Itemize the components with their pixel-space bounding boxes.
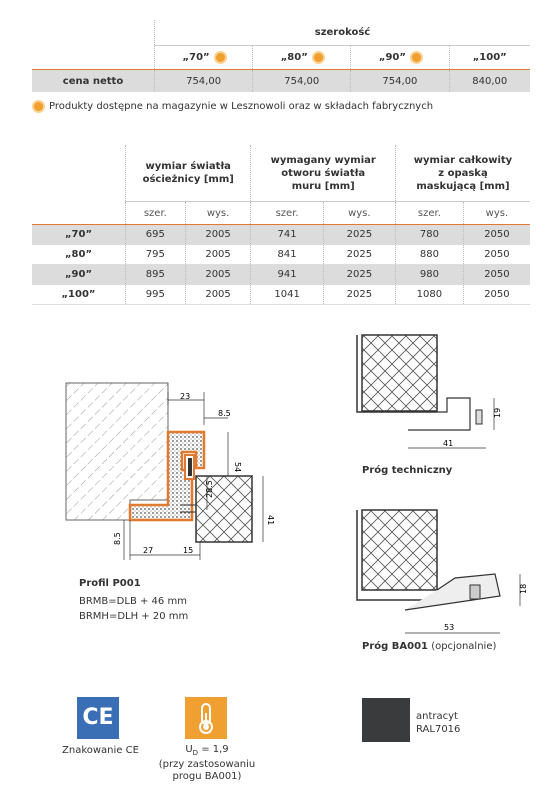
ce-label: Znakowanie CE <box>62 745 139 756</box>
sub-header: wys. <box>323 202 395 225</box>
table-row: „80” 795 2005 841 2025 880 2050 <box>32 245 530 265</box>
sub-header: szer. <box>395 202 463 225</box>
size-90: „90” <box>351 46 449 70</box>
profile-line: BRMB=DLB + 46 mm <box>79 596 187 607</box>
dim-label: 54 <box>233 462 242 473</box>
ud-value: $U_D = 1,9$ (przy zastosowaniu progu BA001) <box>158 744 256 782</box>
price-value: 754,00 <box>351 70 449 93</box>
dim-label: 41 <box>266 515 275 526</box>
dim-label: 23 <box>180 392 191 401</box>
table-row: „90” 895 2005 941 2025 980 2050 <box>32 265 530 285</box>
dim-label: 41 <box>443 439 454 448</box>
table-row: „100” 995 2005 1041 2025 1080 2050 <box>32 285 530 305</box>
threshold-ba001-drawing <box>357 510 520 633</box>
thermometer-icon <box>185 697 227 739</box>
color-swatch <box>362 698 410 742</box>
sub-header: wys. <box>185 202 251 225</box>
sub-header: szer. <box>251 202 323 225</box>
dim-label: 18 <box>519 583 528 594</box>
table-row: „70” 695 2005 741 2025 780 2050 <box>32 225 530 245</box>
threshold-technical-title: Próg techniczny <box>362 465 453 476</box>
threshold-technical-drawing <box>357 335 494 448</box>
price-value: 754,00 <box>253 70 351 93</box>
size-100: „100” <box>449 46 530 70</box>
wall-section <box>66 383 168 520</box>
header-total-dimension: wymiar całkowity z opaską maskującą [mm] <box>395 145 530 202</box>
dim-label: 28.5 <box>205 480 214 498</box>
sub-header: wys. <box>463 202 530 225</box>
price-value: 840,00 <box>449 70 530 93</box>
dim-label: 53 <box>444 623 455 632</box>
sub-header: szer. <box>126 202 186 225</box>
dim-label: 15 <box>183 546 194 555</box>
header-wall-opening: wymagany wymiar otworu światła muru [mm] <box>251 145 396 202</box>
size-80: „80” <box>253 46 351 70</box>
price-value: 754,00 <box>155 70 253 93</box>
width-header: szerokość <box>155 20 531 46</box>
dim-label: 27 <box>143 546 154 555</box>
size-70: „70” <box>155 46 253 70</box>
availability-note: Produkty dostępne na magazynie w Lesznowoli oraz w składach fabrycznych <box>34 101 433 112</box>
dim-label: 8.5 <box>113 532 122 545</box>
profile-line: BRMH=DLH + 20 mm <box>79 611 189 622</box>
header-frame-opening: wymiar światła ościeżnicy [mm] <box>126 145 251 202</box>
profile-title: Profil P001 <box>79 578 141 589</box>
dim-label: 8.5 <box>218 409 231 418</box>
threshold-ba-caption: Próg BA001 (opcjonalnie) <box>362 641 497 652</box>
dim-label: 19 <box>493 407 502 418</box>
color-label: antracyt RAL7016 <box>416 711 461 735</box>
ce-mark-icon: CE <box>77 697 119 739</box>
price-label: cena netto <box>32 70 155 93</box>
